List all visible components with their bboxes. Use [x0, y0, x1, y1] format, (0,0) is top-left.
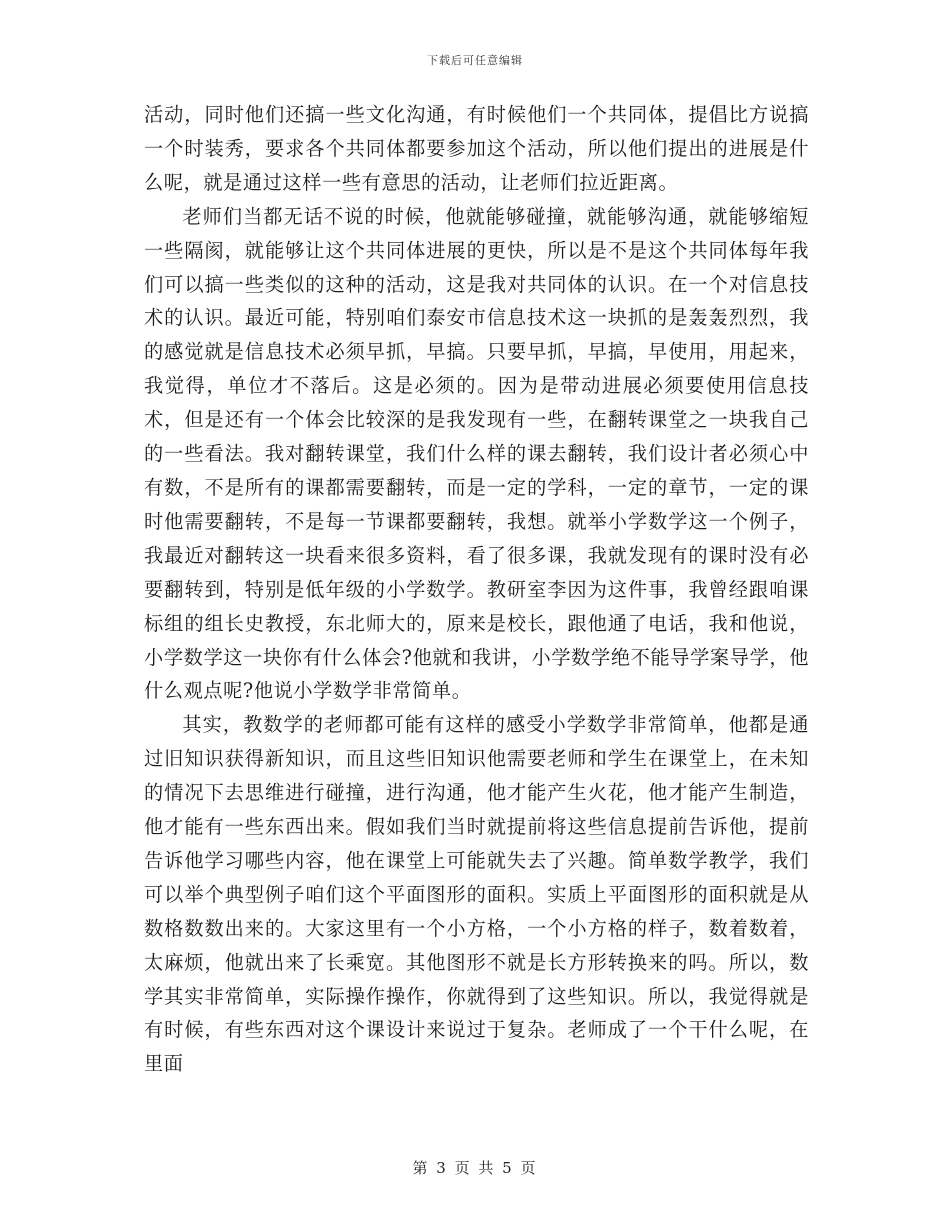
page-number-footer: 第 3 页 共 5 页 — [412, 1159, 538, 1177]
paragraph-2: 老师们当都无话不说的时候，他就能够碰撞，就能够沟通，就能够缩短一些隔阂，就能够让这个共同体进展的更快，所以是不是这个共同体每年我们可以搞一些类似的这种的活动，这是我对共同体的认识。在一个对信息技术的认识。最近可能，特别咱们泰安市信息技术这一块抓的是轰轰烈烈，我的感觉就是信息技术必须早抓，早搞。只要早抓，早搞，早使用，用起来，我觉得，单位才不落后。这是必须的。因为是带动进展必须要使用信息技术，但是还有一个体会比较深的是我发现有一些，在翻转课堂之一块我自己的一些看法。我对翻转课堂，我们什么样的课去翻转，我们设计者必须心中有数，不是所有的课都需要翻转，而是一定的学科，一定的章节，一定的课时他需要翻转，不是每一节课都要翻转，我想。就举小学数学这一个例子，我最近对翻转这一块看来很多资料，看了很多课，我就发现有的课时没有必要翻转到，特别是低年级的小学数学。教研室李因为这件事，我曾经跟咱课标组的组长史教授，东北师大的，原来是校长，跟他通了电话，我和他说，小学数学这一块你有什么体会?他就和我讲，小学数学绝不能导学案导学，他什么观点呢?他说小学数学非常简单。 — [144, 204, 809, 703]
page-header-note: 下载后可任意编辑 — [427, 54, 523, 67]
paragraph-1: 活动，同时他们还搞一些文化沟通，有时候他们一个共同体，提倡比方说搞一个时装秀，要求各个共同体都要参加这个活动，所以他们提出的进展是什么呢，就是通过这样一些有意思的活动，让老师们拉近距离。 — [144, 103, 809, 194]
paragraph-3: 其实，教数学的老师都可能有这样的感受小学数学非常简单，他都是通过旧知识获得新知识，而且这些旧知识他需要老师和学生在课堂上，在未知的情况下去思维进行碰撞，进行沟通，他才能产生火花，他才能产生制造，他才能有一些东西出来。假如我们当时就提前将这些信息提前告诉他，提前告诉他学习哪些内容，他在课堂上可能就失去了兴趣。简单数学教学，我们可以举个典型例子咱们这个平面图形的面积。实质上平面图形的面积就是从数格数数出来的。大家这里有一个小方格，一个小方格的样子，数着数着，太麻烦，他就出来了长乘宽。其他图形不就是长方形转换来的吗。所以，数学其实非常简单，实际操作操作，你就得到了这些知识。所以，我觉得就是有时候，有些东西对这个课设计来说过于复杂。老师成了一个干什么呢，在里面 — [144, 713, 809, 1076]
document-body — [144, 98, 809, 1081]
